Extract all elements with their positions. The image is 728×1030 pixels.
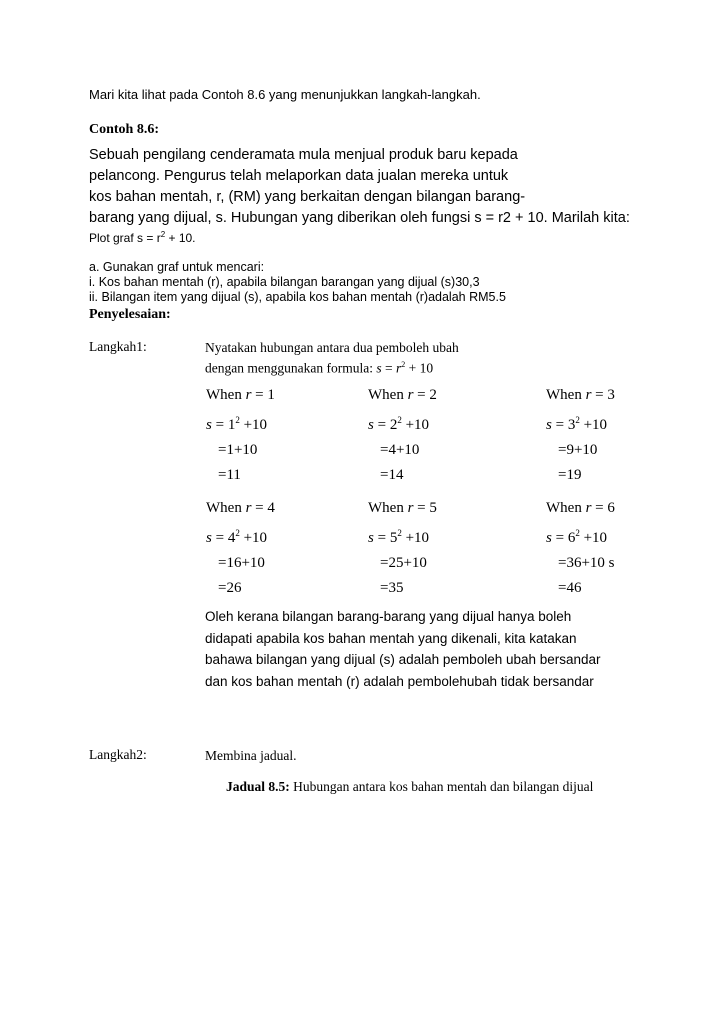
calc-block [368,383,437,488]
calc-block [206,383,275,488]
step1-text [205,339,459,377]
conclusion-line: dan kos bahan mentah (r) adalah pembolehubah tidak bersandar [205,673,594,689]
calc-when: When r = 3 [546,387,615,403]
calc-block [368,496,437,601]
calc-when: When r = 4 [206,500,275,516]
calc-line-2: =4+10 [380,442,420,458]
step2-label: Langkah2: [89,747,147,762]
example-title: Contoh 8.6: [89,122,160,137]
calc-line-1: $s = 2^2 +10$ [368,415,430,433]
calc-line-2: =36+10 s [558,555,615,571]
table-caption [226,779,593,795]
calc-line-2: =25+10 [380,555,427,571]
step1-formula-line: dengan menggunakan formula: $s = r^2 + 10$ [205,360,434,376]
calc-line-1: $s = 6^2 +10$ [546,528,608,546]
step1-line: Nyatakan hubungan antara dua pemboleh ubah [205,340,459,355]
calc-when: When r = 6 [546,500,615,516]
conclusion-text [205,606,601,692]
calc-line-3: =26 [218,580,242,596]
calc-line-3: =14 [380,467,404,483]
calc-when: When r = 2 [368,387,437,403]
conclusion-line: Oleh kerana bilangan barang-barang yang dijual hanya boleh [205,609,572,624]
calc-line-3: =35 [380,580,404,596]
calc-when: When r = 1 [206,387,275,403]
calc-line-1: $s = 1^2 +10$ [206,415,268,433]
example-line: pelancong. Pengurus telah melaporkan data jualan mereka untuk [89,168,509,184]
calc-line-3: =19 [558,467,582,483]
conclusion-line: bahawa bilangan yang dijual (s) adalah pemboleh ubah bersandar [205,652,601,667]
calc-line-3: =46 [558,580,582,596]
calc-block [546,496,615,601]
calc-line-2: =16+10 [218,555,265,571]
calc-when: When r = 5 [368,500,437,516]
step1-label: Langkah1: [89,339,147,354]
intro-text: Mari kita lihat pada Contoh 8.6 yang menunjukkan langkah-langkah. [89,87,481,102]
table-caption-text: Hubungan antara kos bahan mentah dan bilangan dijual [289,779,594,794]
conclusion-line: didapati apabila kos bahan mentah yang dikenali, kita katakan [205,630,577,646]
task-item: i. Kos bahan mentah (r), apabila bilangan barangan yang dijual (s)30,3 [89,275,480,289]
calc-block [206,496,275,601]
calc-block [546,383,615,488]
plot-instruction: Plot graf $s = r^2 + 10$. [89,230,196,245]
calc-line-2: =1+10 [218,442,258,458]
step2-text: Membina jadual. [205,748,297,763]
calc-line-1: $s = 5^2 +10$ [368,528,430,546]
calc-line-1: $s = 3^2 +10$ [546,415,608,433]
table-caption-label: Jadual 8.5: [226,779,290,794]
example-line: kos bahan mentah, r, (RM) yang berkaitan dengan bilangan barang- [89,189,526,205]
calc-line-1: $s = 4^2 +10$ [206,528,268,546]
calc-line-3: =11 [218,467,241,483]
task-item: a. Gunakan graf untuk mencari: [89,260,265,274]
example-line: Sebuah pengilang cenderamata mula menjual produk baru kepada [89,147,518,163]
task-item: ii. Bilangan item yang dijual (s), apabila kos bahan mentah (r)adalah RM5.5 [89,290,506,304]
example-line: barang yang dijual, s. Hubungan yang diberikan oleh fungsi s = r2 + 10. Marilah kita: [89,210,630,226]
calc-line-2: =9+10 [558,442,598,458]
example-body [89,145,630,229]
solution-title: Penyelesaian: [89,307,171,322]
task-list [89,260,506,305]
